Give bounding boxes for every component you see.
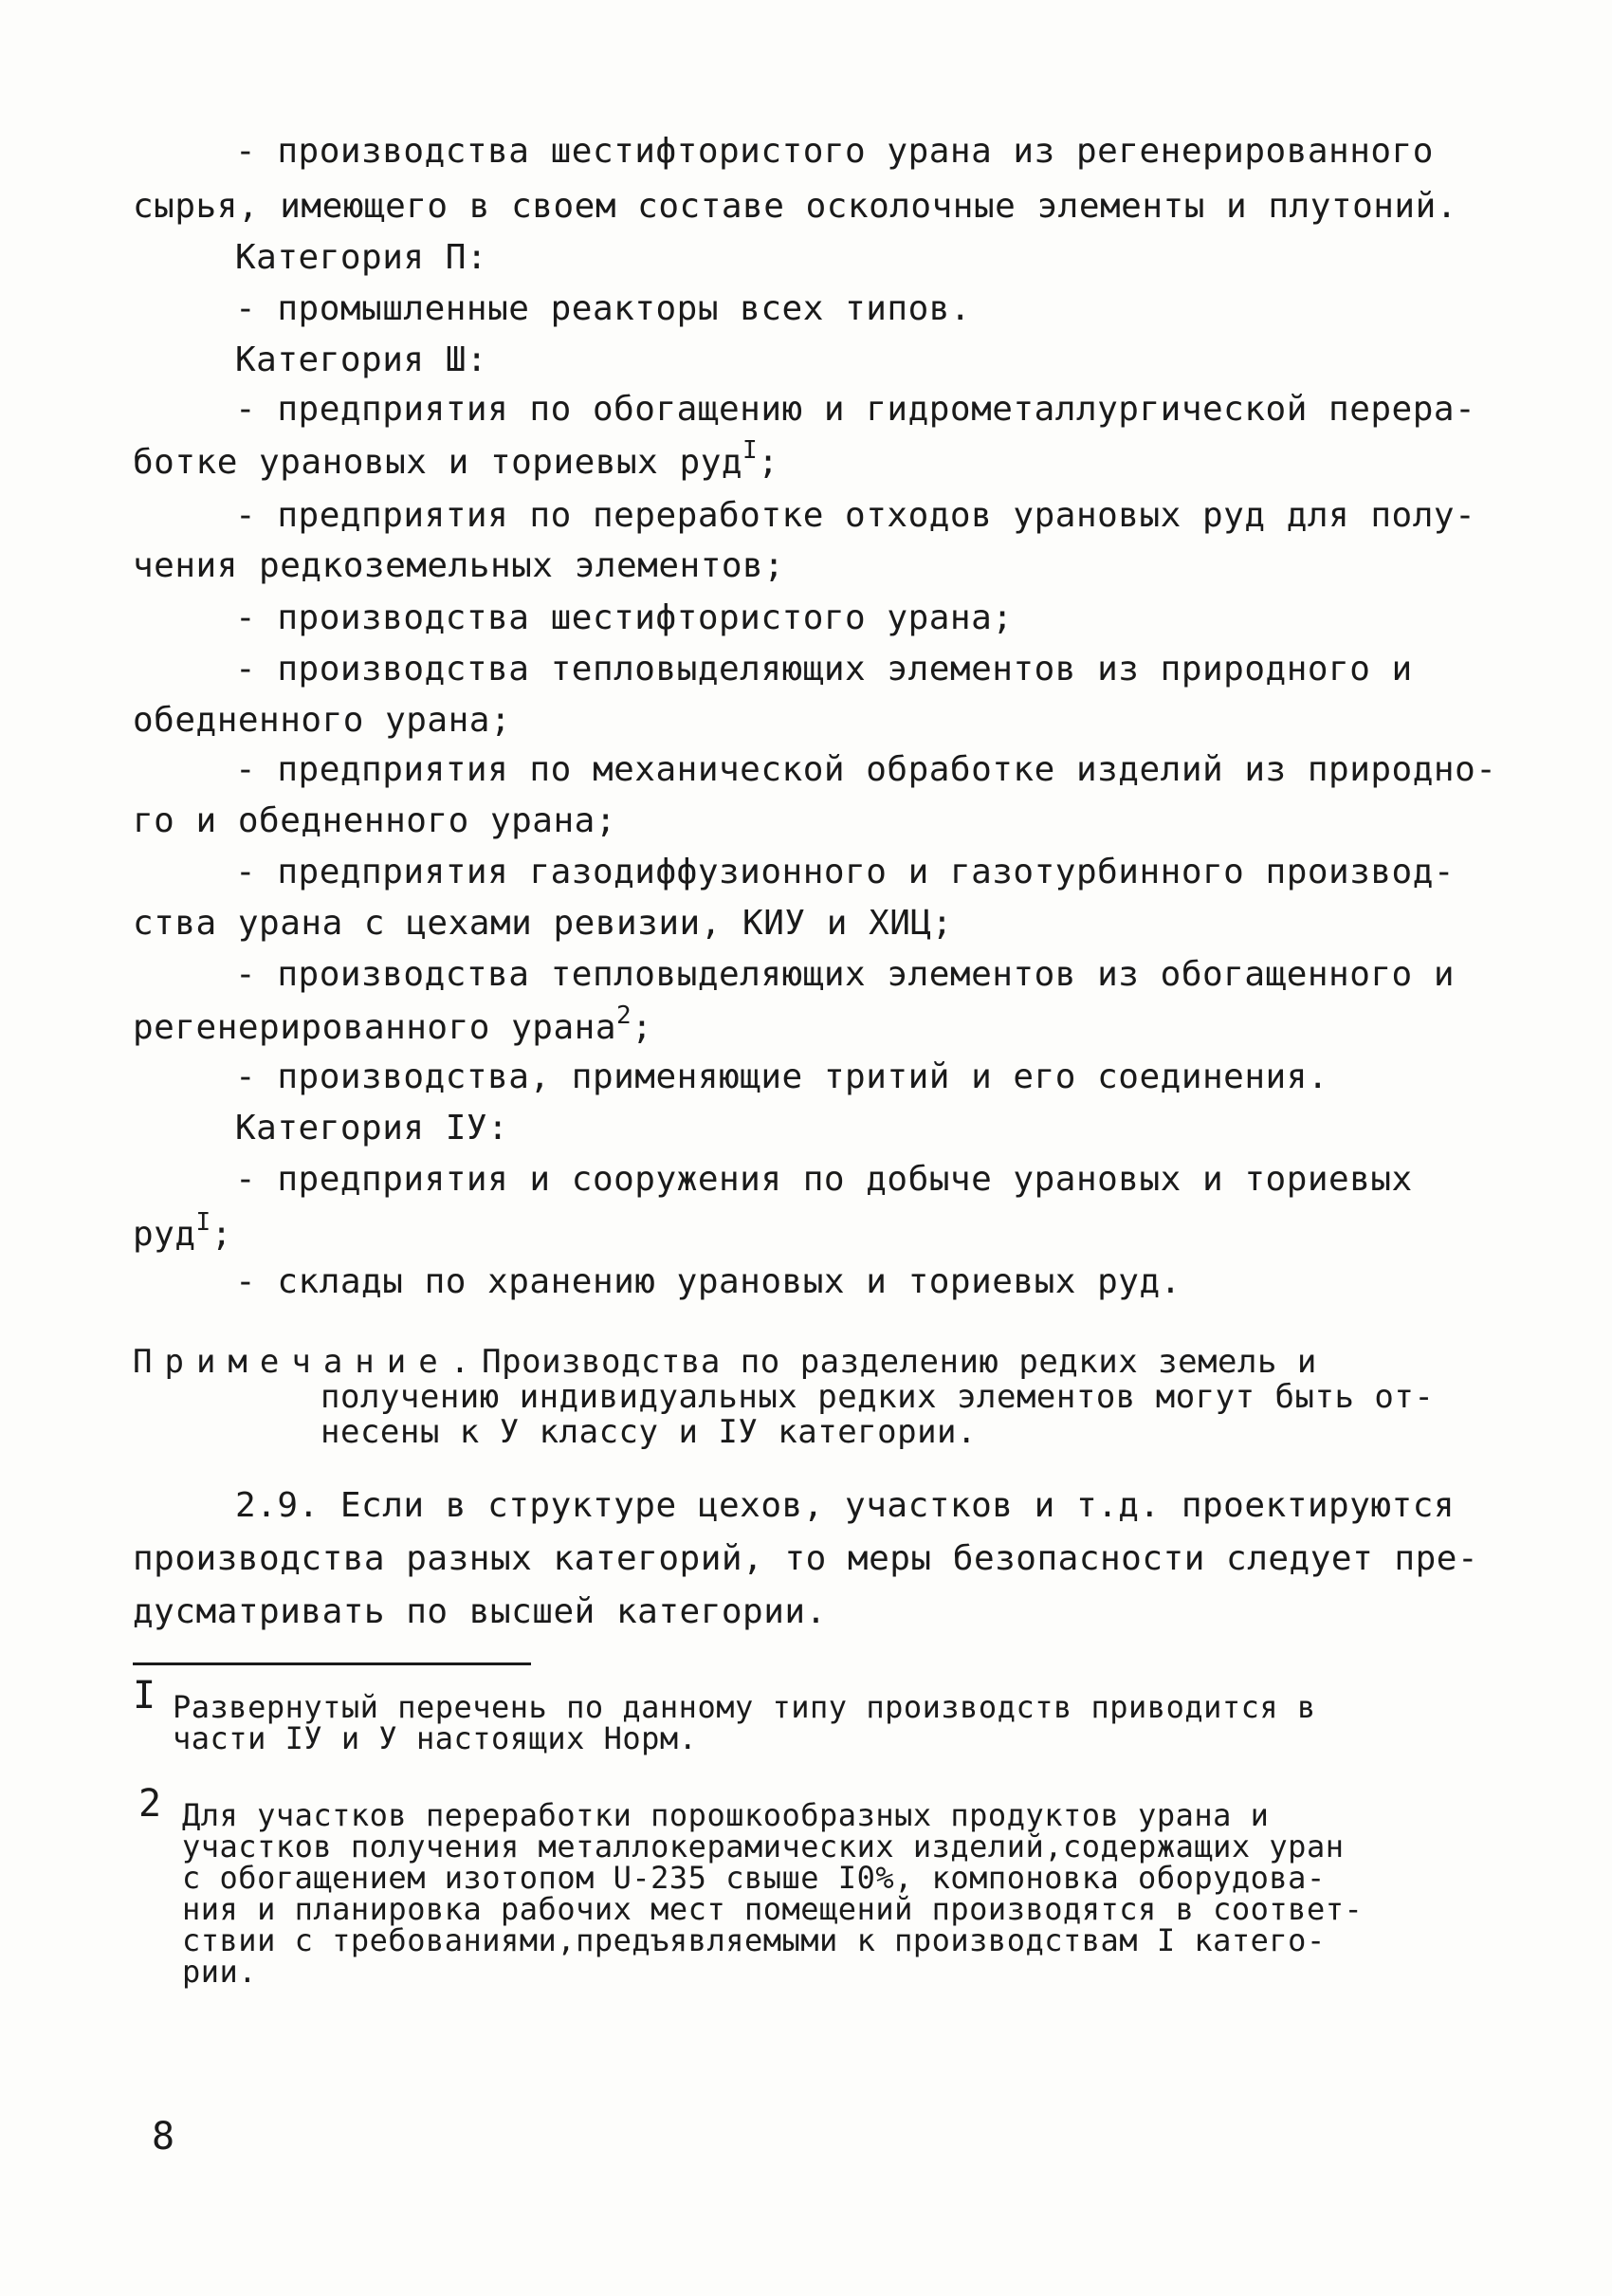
text-line: - предприятия по обогащению и гидрометаллургической перера- (235, 390, 1476, 429)
text-line: - производства, применяющие тритий и его соединения. (235, 1057, 1329, 1096)
text-line: - предприятия и сооружения по добыче урановых и ториевых (235, 1160, 1413, 1199)
text-line: ботке урановых и ториевых руд$^I$; (133, 436, 779, 482)
footnote-ref: I (195, 1208, 211, 1237)
text-line: сырья, имеющего в своем составе осколочные элементы и плутоний. (133, 187, 1457, 226)
text-line: - предприятия по механической обработке изделий из природно- (235, 750, 1497, 789)
category-heading: Категория П: (235, 238, 488, 277)
page-number: 8 (152, 2115, 175, 2158)
note-line: Примечание.Производства по разделению редких земель и (133, 1343, 1317, 1381)
footnote-line: ствии с требованиями,предъявляемыми к производствам I катего- (182, 1922, 1326, 1958)
text-line: - производства шестифтористого урана; (235, 598, 1014, 637)
footnote-line: ния и планировка рабочих мест помещений производятся в соответ- (182, 1891, 1364, 1927)
text-line: - предприятия газодиффузионного и газотурбинного производ- (235, 853, 1456, 891)
text-line: обедненного урана; (133, 701, 512, 740)
footnote-line: участков получения металлокерамических изделий,содержащих уран (182, 1828, 1345, 1864)
text-line: руд$^I$; (133, 1208, 232, 1254)
text-line: - склады по хранению урановых и ториевых руд. (235, 1262, 1182, 1301)
category-heading: Категория IУ: (235, 1109, 509, 1148)
footnote-line: с обогащением изотопом U-235 свыше I0%, компоновка оборудова- (182, 1860, 1326, 1896)
text-line: - промышленные реакторы всех типов. (235, 289, 972, 328)
text-line: - производства тепловыделяющих элементов из обогащенного и (235, 955, 1456, 994)
footnote-ref: I (742, 436, 759, 465)
note-label: Примечание. (133, 1343, 483, 1381)
footnote-divider (133, 1662, 531, 1665)
footnote-ref: 2 (616, 1001, 632, 1030)
text-line: ства урана с цехами ревизии, КИУ и ХИЦ; (133, 904, 953, 943)
text-line: дусматривать по высшей категории. (133, 1592, 827, 1631)
footnote-marker: I (133, 1674, 156, 1717)
text-line: - производства тепловыделяющих элементов из природного и (235, 650, 1413, 689)
footnote-line: Для участков переработки порошкообразных продуктов урана и (182, 1797, 1270, 1833)
text-line: 2.9. Если в структуре цехов, участков и т.д. проектируются (235, 1486, 1456, 1525)
footnote-marker: 2 (138, 1782, 162, 1826)
note-line: несены к У классу и IУ категории. (321, 1413, 978, 1451)
footnote-line: Развернутый перечень по данному типу производств приводится в (173, 1689, 1316, 1725)
footnote-line: части IУ и У настоящих Норм. (173, 1720, 698, 1756)
text-line: - производства шестифтористого урана из регенерированного (235, 132, 1434, 171)
text-line: - предприятия по переработке отходов урановых руд для полу- (235, 496, 1476, 535)
text-line: регенерированного урана$^2$; (133, 1001, 653, 1047)
text-line: го и обедненного урана; (133, 801, 616, 840)
note-line: получению индивидуальных редких элементов могут быть от- (321, 1378, 1435, 1416)
category-heading: Категория Ш: (235, 340, 488, 379)
footnote-line: рии. (182, 1954, 258, 1990)
text-line: чения редкоземельных элементов; (133, 546, 785, 585)
text-line: производства разных категорий, то меры безопасности следует пре- (133, 1539, 1479, 1578)
